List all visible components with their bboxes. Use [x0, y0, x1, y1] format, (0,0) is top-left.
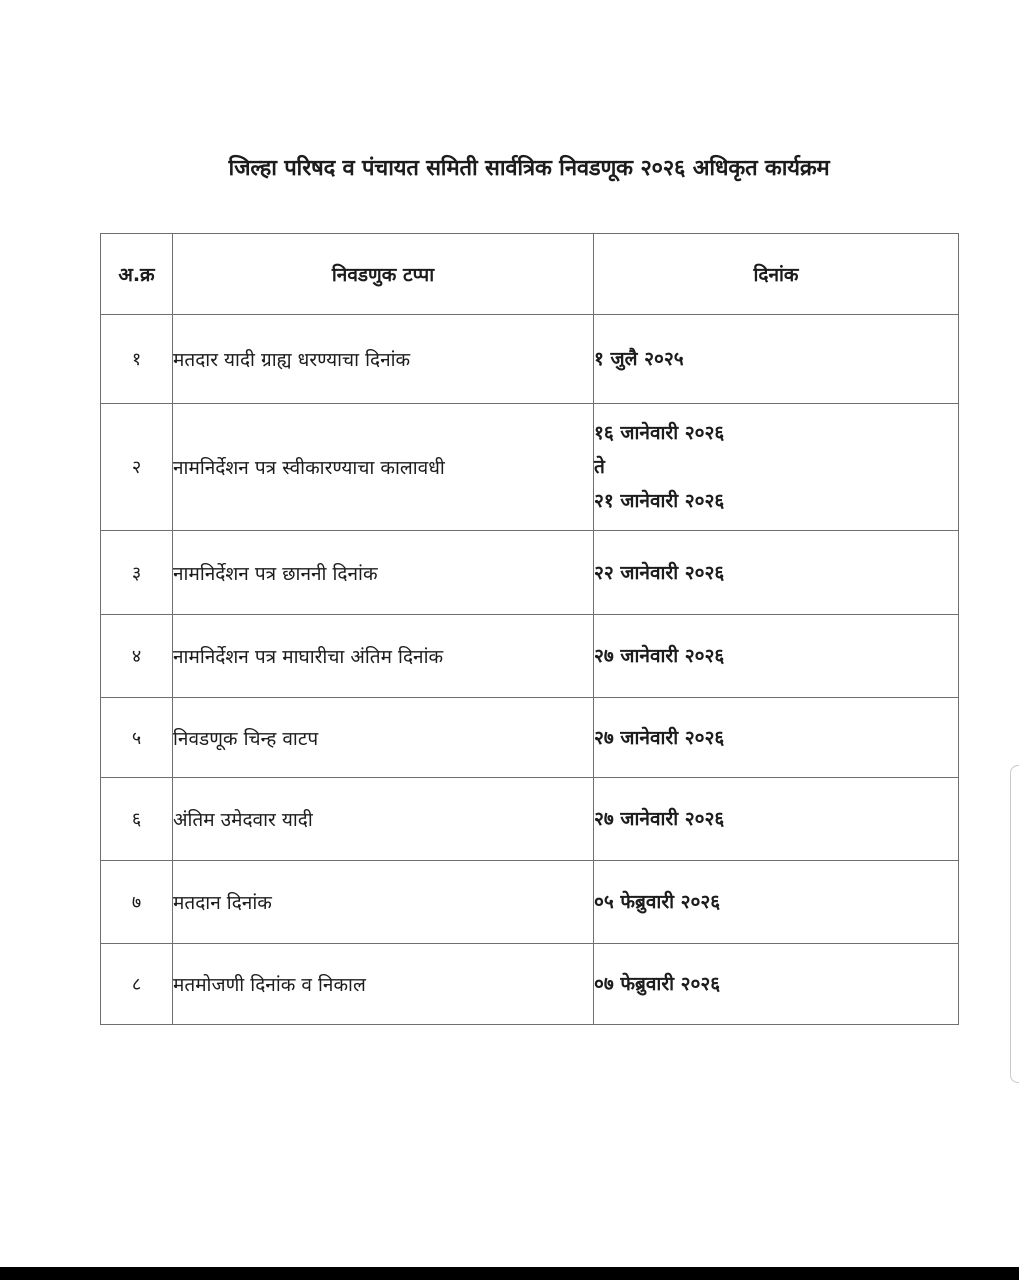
date-separator: ते	[594, 456, 605, 478]
row-number: ४	[101, 615, 173, 698]
date-end: २१ जानेवारी २०२६	[594, 490, 725, 512]
row-number: ७	[101, 861, 173, 944]
table-header-row	[101, 234, 959, 315]
row-date: २२ जानेवारी २०२६	[594, 531, 959, 615]
header-serial-number: अ.क्र	[101, 234, 173, 315]
row-stage: नामनिर्देशन पत्र माघारीचा अंतिम दिनांक	[173, 615, 594, 698]
row-stage: मतदान दिनांक	[173, 861, 594, 944]
row-stage: नामनिर्देशन पत्र स्वीकारण्याचा कालावधी	[173, 404, 594, 531]
row-date: २७ जानेवारी २०२६	[594, 615, 959, 698]
row-date: ०५ फेब्रुवारी २०२६	[594, 861, 959, 944]
row-number: २	[101, 404, 173, 531]
row-number: ८	[101, 944, 173, 1025]
row-number: ५	[101, 698, 173, 778]
table-row	[101, 698, 959, 778]
row-stage: निवडणूक चिन्ह वाटप	[173, 698, 594, 778]
table-row	[101, 315, 959, 404]
header-date: दिनांक	[594, 234, 959, 315]
table-row	[101, 404, 959, 531]
table-row	[101, 861, 959, 944]
row-stage: अंतिम उमेदवार यादी	[173, 778, 594, 861]
row-number: १	[101, 315, 173, 404]
row-stage: नामनिर्देशन पत्र छाननी दिनांक	[173, 531, 594, 615]
row-date: २७ जानेवारी २०२६	[594, 698, 959, 778]
table-row	[101, 531, 959, 615]
document-title: जिल्हा परिषद व पंचायत समिती सार्वत्रिक निवडणूक २०२६ अधिकृत कार्यक्रम	[228, 156, 830, 181]
row-date	[594, 404, 959, 531]
row-date: २७ जानेवारी २०२६	[594, 778, 959, 861]
election-schedule-table	[100, 233, 959, 1025]
header-election-stage: निवडणुक टप्पा	[173, 234, 594, 315]
row-stage: मतदार यादी ग्राह्य धरण्याचा दिनांक	[173, 315, 594, 404]
row-stage: मतमोजणी दिनांक व निकाल	[173, 944, 594, 1025]
table-row	[101, 944, 959, 1025]
row-date: १ जुलै २०२५	[594, 315, 959, 404]
edge-scroll-handle[interactable]	[1010, 765, 1019, 1083]
row-date: ०७ फेब्रुवारी २०२६	[594, 944, 959, 1025]
date-start: १६ जानेवारी २०२६	[594, 422, 725, 444]
bottom-bar	[0, 1267, 1019, 1280]
row-number: ६	[101, 778, 173, 861]
row-number: ३	[101, 531, 173, 615]
table-row	[101, 615, 959, 698]
table-row	[101, 778, 959, 861]
